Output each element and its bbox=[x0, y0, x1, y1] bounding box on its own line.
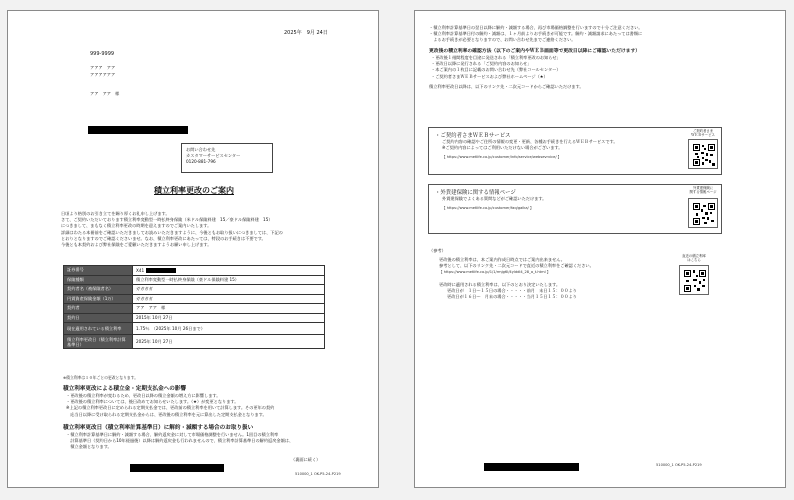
caution-line: よるお手続きが必要となりますので、お問い合わせ先までご連絡ください。 bbox=[429, 37, 576, 43]
document-code: 510000_1 OK-P5-24-P219 bbox=[295, 472, 341, 476]
web-service-title: ・ご契約者さまＷＥＢサービス bbox=[435, 133, 511, 139]
table-row bbox=[64, 323, 325, 335]
links-lead: 積立利率更改日以降は、以下のリンク先・二次元コードからご確認いただけます。 bbox=[429, 84, 584, 89]
intro-paragraph bbox=[61, 211, 283, 248]
table-row bbox=[64, 294, 325, 304]
desc-line: ご契約内容の確認やご住所の情報の変更・更新、各種お手続きを行えるＷＥＢサービスです。 bbox=[442, 139, 618, 144]
ref-line: 更改後の積立利率は、本ご案内作成日時点ではご案内出来ません。 bbox=[439, 257, 565, 262]
section-heading: 積立利率更改日（積立利率計算基準日）に解約・減額する場合のお取り扱い bbox=[63, 425, 254, 431]
qr-code-icon[interactable] bbox=[679, 265, 709, 295]
row-label: 積立利率更改日（積立利率計算基準日） bbox=[64, 335, 133, 349]
method-item: ・更改後１週間程度を目途に発送される「積立利率更改のお知らせ」 bbox=[431, 55, 561, 60]
section-line: 積立金額となります。 bbox=[66, 444, 112, 450]
section-body bbox=[66, 432, 293, 451]
qr-caption: ご契約者さま ＷＥＢサービス bbox=[691, 129, 715, 138]
qr-caption: 外貨建保険に 関する情報ページ bbox=[689, 186, 717, 195]
row-value: 2015年 10月 27日 bbox=[133, 313, 325, 323]
cautions-block bbox=[429, 25, 643, 44]
fx-info-url[interactable]: 【 https://www.metlife.co.jp/customer/faq/gaika/ 】 bbox=[442, 206, 534, 210]
address-line: アアアアアア bbox=[90, 72, 116, 77]
ref-line: 更改日が１６日～ 月末の場合・・・・・当月１５日１５：００より bbox=[447, 294, 577, 300]
reference-heading: （参考） bbox=[429, 248, 446, 253]
section-line: 応当日以降に受け取られる定期支払金からは、更改後の積立利率を元に算出した定期支払金となります。 bbox=[66, 411, 267, 417]
web-service-box bbox=[428, 127, 722, 175]
qr-pattern-icon bbox=[693, 203, 715, 225]
table-row bbox=[64, 313, 325, 323]
table-row bbox=[64, 285, 325, 295]
qr-code-icon[interactable] bbox=[688, 139, 718, 169]
intro-line: 日頃より格別のお引き立てを賜り厚くお礼申し上げます。 bbox=[61, 211, 170, 216]
redaction-bar bbox=[484, 463, 579, 471]
web-service-desc bbox=[442, 139, 618, 151]
web-service-url[interactable]: 【 https://www.metlife.co.jp/customer/info/service/websevrvice/ 】 bbox=[442, 155, 562, 159]
row-label: 円貨資産保険金額（1万） bbox=[64, 294, 133, 304]
caution-line: ・積立利率計算基準日付の解約・減額は、１ヶ月前よりお手続きが可能です。解約・減額請求にあたっては書類に bbox=[429, 31, 643, 37]
fx-info-title: ・外貨建保険に関する情報ページ bbox=[435, 190, 516, 196]
table-row bbox=[64, 275, 325, 285]
postal-code: 999-9999 bbox=[90, 51, 115, 57]
address-line: アアア アア bbox=[90, 65, 116, 70]
intro-line: さて、ご契約いただいております積立利率変動型一時払終身保険（米ドル保険料建 15／豪ドル保険料建 15） bbox=[61, 217, 273, 223]
intro-line: 詳細はわたる本冊前をご確認いただきましてお読みいただきますように、今後ともお取り扱いにつきましては、下記の bbox=[61, 229, 283, 235]
contract-info-table bbox=[63, 265, 325, 349]
document-page-1 bbox=[7, 10, 379, 488]
confirm-method-heading: 更改後の積立利率の確認方法（以下のご案内やＷＥＢ画面等で更改日以降にご確認いただけます） bbox=[429, 49, 641, 54]
document-code: 510000_1 OK-P5-24-P219 bbox=[656, 463, 702, 467]
row-value: 1.75％ （2025年 10月 26日まで） bbox=[133, 323, 325, 335]
table-row bbox=[64, 266, 325, 276]
desc-line: ※ご契約内容によってはご利用いただけない場合がございます。 bbox=[442, 145, 563, 151]
document-page-2 bbox=[414, 10, 786, 488]
fx-info-desc: 外貨建保険でよくある質問などがご確認いただけます。 bbox=[442, 196, 547, 201]
qr-caption: 直近の積立利率 はこちら bbox=[682, 254, 706, 263]
row-label: 保険種類 bbox=[64, 275, 133, 285]
row-label: 現在適用されている積立利率 bbox=[64, 323, 133, 335]
reference-body bbox=[439, 257, 594, 300]
recipient-name: アア アア 様 bbox=[90, 91, 120, 96]
row-value: 積立利率変動型一時払終身保険（豪ドル保険料建 15） bbox=[133, 275, 325, 285]
row-value: アア アア 様 bbox=[133, 304, 325, 314]
table-note: ※積立利率は１０年ごとの更改となります。 bbox=[63, 375, 139, 380]
row-label: 証券番号 bbox=[64, 266, 133, 276]
section-body bbox=[66, 393, 274, 418]
intro-line: 今後とも本契約および弊社保険をご愛顧いただきますようお願い申し上げます。 bbox=[61, 242, 212, 248]
ref-line: 参考として、以下のリンク先・二次元コードで直近の積立利率をご確認ください。 bbox=[439, 263, 594, 269]
contact-heading: お問い合わせ先 bbox=[186, 147, 216, 152]
qr-code-icon[interactable] bbox=[688, 198, 718, 228]
ref-line: 更改日が １日～１５日の場合・・・・・前月 末日１５：００より bbox=[447, 287, 577, 293]
ref-url[interactable]: 【 https://www.metlife.co.jp/1/1/rmjg6l/4ylddl4_28_a_t.html 】 bbox=[439, 270, 551, 275]
row-value: X41 bbox=[133, 266, 325, 276]
continued-note: （裏面に続く） bbox=[291, 457, 321, 462]
method-item: ・更改日以降に発行される「ご契約内容のお知らせ」 bbox=[431, 61, 532, 67]
table-row bbox=[64, 335, 325, 349]
section-heading: 積立利率更改による積立金・定期支払金への影響 bbox=[63, 386, 187, 392]
contact-center-name: カスタマーサービスセンター bbox=[186, 153, 241, 159]
intro-line: につきまして、まもなく積立利率更改の時期を迎えますのでご案内いたします。 bbox=[61, 223, 212, 229]
row-label: 契約日 bbox=[64, 313, 133, 323]
redaction-bar bbox=[88, 126, 188, 134]
intro-line: とおりとなりますのでご確認くださいませ。なお、積立利率更改にあたっては、特段のお手続きは不要です。 bbox=[61, 235, 266, 241]
section-line: ・更改後の積立利率が変わるため、更改日以降の積立金額の増え方に影響します。 bbox=[66, 393, 221, 398]
confirm-method-list bbox=[431, 55, 561, 80]
qr-pattern-icon bbox=[684, 270, 706, 292]
method-item: ・ご契約者さまＷＥＢサービスおよび弊社ホームページ（★） bbox=[431, 73, 548, 79]
caution-line: ・積立利率計算基準日の翌日以降に解約・減額する場合、再び市場価格調整を行いますので十分ご注意ください。 bbox=[429, 25, 643, 30]
qr-pattern-icon bbox=[693, 144, 715, 166]
section-line: ・積立利率計算基準日に解約・減額する場合、解約返戻金に対して市場価格調整を行いません。1回目の積立利率 bbox=[66, 432, 279, 437]
row-label: 契約者名（被保険者名） bbox=[64, 285, 133, 295]
fx-info-box bbox=[428, 184, 722, 234]
row-value: ガガガガ bbox=[133, 285, 325, 295]
section-line: ※上記の積立利率更改日に定められる定期支払金では、更改前の積立利率を用いて計算します。その更年の契約 bbox=[66, 405, 275, 411]
ref-line: 更改時に適用される積立利率は、以下のとおり決定いたします。 bbox=[439, 281, 561, 287]
row-label: 契約者 bbox=[64, 304, 133, 314]
contact-box bbox=[181, 143, 273, 173]
redaction-bar bbox=[130, 464, 224, 472]
contact-phone: 0120-881-796 bbox=[186, 159, 216, 165]
row-value: 2025年 10月 27日 bbox=[133, 335, 325, 349]
section-line: 計算基準日（契約日から10年経過後）以降は解約返戻金も行われませんので、積立利率計算基準日の解約返戻金額は、 bbox=[66, 438, 294, 444]
row-value: ガガガガ bbox=[133, 294, 325, 304]
section-line: ・更改後の積立利率については、後日改めてお知らせいたします。（★）が変更となります。 bbox=[66, 399, 239, 405]
method-item: ・本ご案内の１枚目に記載のお問い合わせ先（弊社コールセンター） bbox=[431, 67, 561, 73]
redaction-bar bbox=[146, 268, 176, 273]
document-title: 積立利率更改のご案内 bbox=[154, 186, 234, 195]
issue-date: 2025年 9月 24日 bbox=[284, 30, 328, 36]
table-row bbox=[64, 304, 325, 314]
